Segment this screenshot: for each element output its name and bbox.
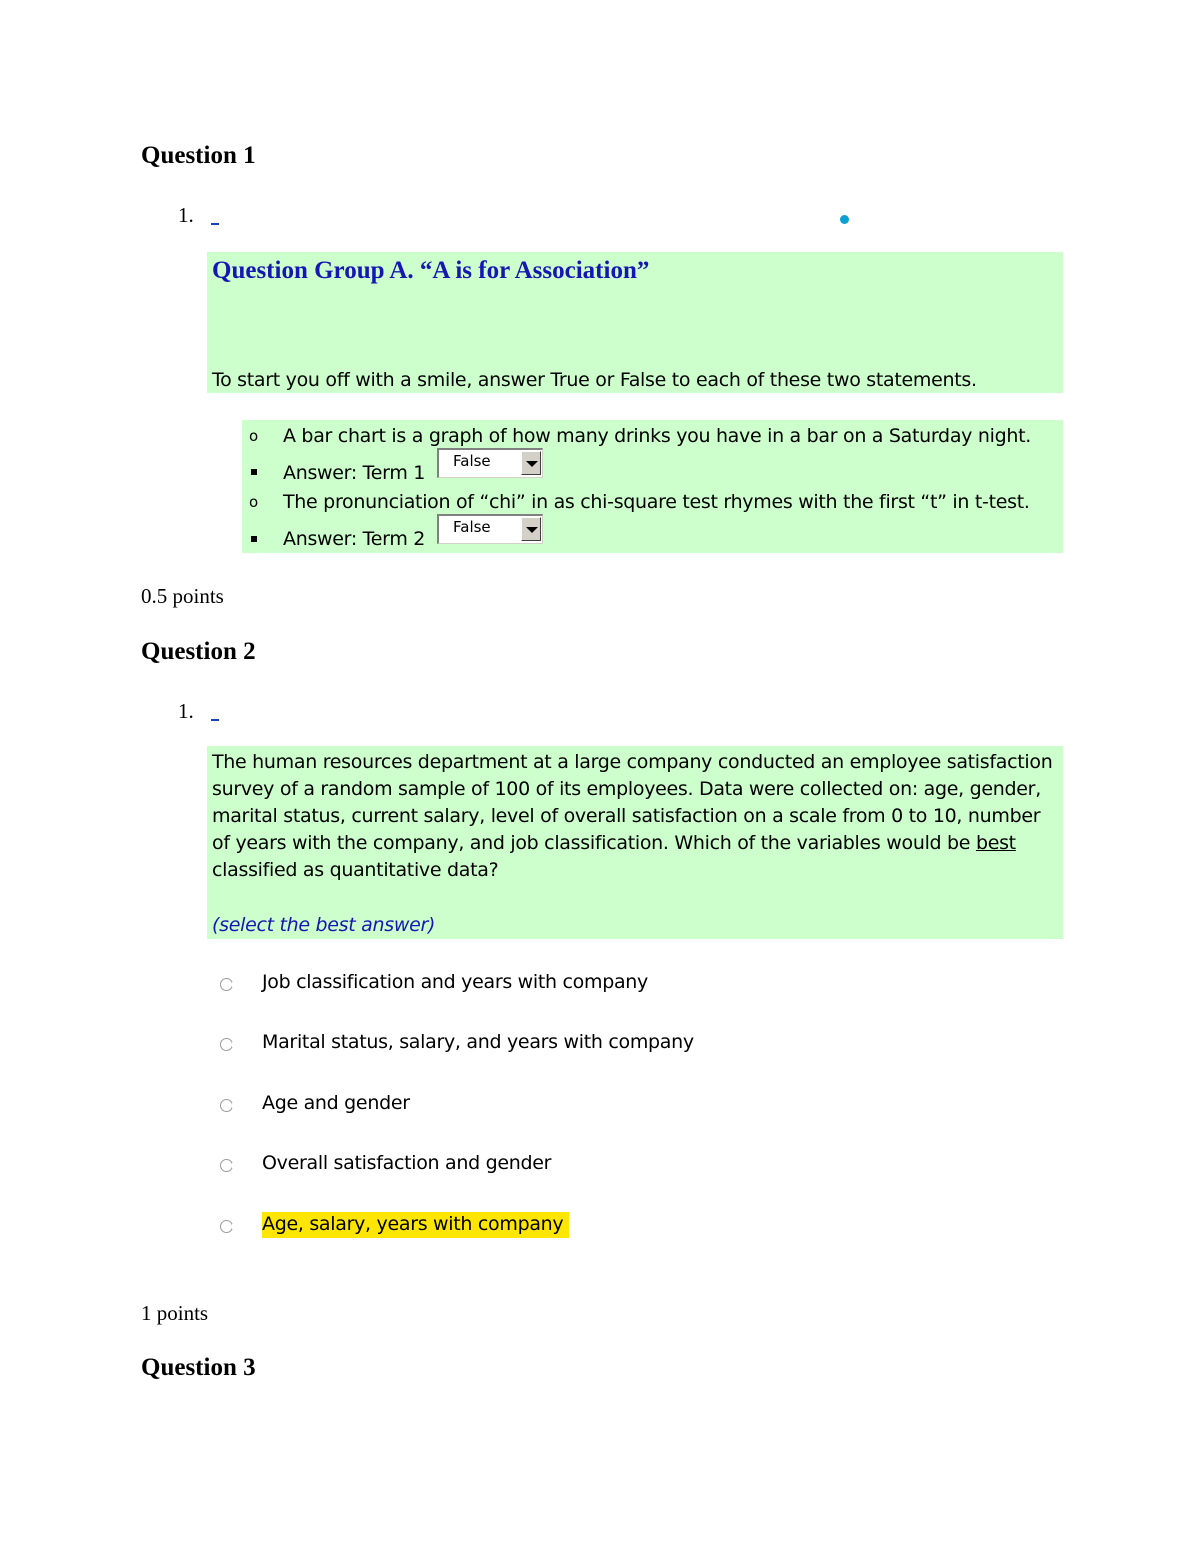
answer-1-dropdown-button[interactable] bbox=[521, 451, 541, 475]
question-1-number: 1. bbox=[178, 203, 194, 227]
question-1-title: Question 1 bbox=[141, 142, 256, 169]
option-2-radio[interactable] bbox=[220, 1038, 233, 1051]
chevron-down-icon bbox=[526, 461, 538, 467]
answer-1-label: Answer: Term 1 bbox=[283, 462, 426, 484]
question-group-title: Question Group A. “A is for Association” bbox=[212, 257, 650, 284]
question-group-panel bbox=[207, 252, 1063, 393]
square-bullet-icon bbox=[251, 536, 257, 542]
question-3-title: Question 3 bbox=[141, 1354, 256, 1381]
status-dot-icon bbox=[840, 215, 849, 224]
question-1-points: 0.5 points bbox=[141, 584, 224, 608]
prompt-line-5: classified as quantitative data? bbox=[212, 859, 499, 881]
question-2-prompt-panel bbox=[207, 746, 1063, 939]
option-1-radio[interactable] bbox=[220, 978, 233, 991]
square-bullet-icon bbox=[251, 469, 257, 475]
option-5-label[interactable]: Age, salary, years with company bbox=[262, 1212, 569, 1238]
option-4-label[interactable]: Overall satisfaction and gender bbox=[262, 1152, 552, 1174]
prompt-line-3: marital status, current salary, level of overall satisfaction on a scale from 0 to 10, number bbox=[212, 805, 1041, 827]
prompt-line-4-text: of years with the company, and job classification. Which of the variables would be bbox=[212, 832, 976, 854]
answer-2-selected-value: False bbox=[453, 518, 491, 536]
chevron-down-icon bbox=[526, 527, 538, 533]
answer-1-select[interactable] bbox=[437, 448, 543, 478]
option-2-label[interactable]: Marital status, salary, and years with company bbox=[262, 1031, 694, 1053]
option-1-label[interactable]: Job classification and years with company bbox=[262, 971, 648, 993]
prompt-line-4 bbox=[212, 830, 1016, 857]
option-4-radio[interactable] bbox=[220, 1159, 233, 1172]
answer-2-select[interactable] bbox=[437, 514, 543, 544]
answer-1-selected-value: False bbox=[453, 452, 491, 470]
question-2-points: 1 points bbox=[141, 1301, 209, 1325]
circle-bullet-icon: o bbox=[249, 427, 259, 445]
question-1-anchor-link[interactable] bbox=[211, 223, 219, 225]
answer-2-dropdown-button[interactable] bbox=[521, 517, 541, 541]
circle-bullet-icon: o bbox=[249, 493, 259, 511]
statement-1: A bar chart is a graph of how many drinks you have in a bar on a Saturday night. bbox=[283, 425, 1031, 447]
option-3-radio[interactable] bbox=[220, 1099, 233, 1112]
question-group-intro: To start you off with a smile, answer True or False to each of these two statements. bbox=[212, 369, 977, 391]
prompt-line-1: The human resources department at a large company conducted an employee satisfaction bbox=[212, 751, 1053, 773]
answer-2-label: Answer: Term 2 bbox=[283, 528, 426, 550]
select-best-instruction: (select the best answer) bbox=[212, 914, 436, 936]
option-5-radio[interactable] bbox=[220, 1220, 233, 1233]
question-2-anchor-link[interactable] bbox=[211, 719, 219, 721]
option-3-label[interactable]: Age and gender bbox=[262, 1092, 410, 1114]
statement-2: The pronunciation of “chi” in as chi-square test rhymes with the first “t” in t-test. bbox=[283, 491, 1030, 513]
statements-panel bbox=[242, 420, 1063, 553]
prompt-line-2: survey of a random sample of 100 of its employees. Data were collected on: age, gender, bbox=[212, 778, 1041, 800]
question-2-number: 1. bbox=[178, 699, 194, 723]
prompt-emphasis-best: best bbox=[975, 832, 1016, 854]
question-2-title: Question 2 bbox=[141, 638, 256, 665]
